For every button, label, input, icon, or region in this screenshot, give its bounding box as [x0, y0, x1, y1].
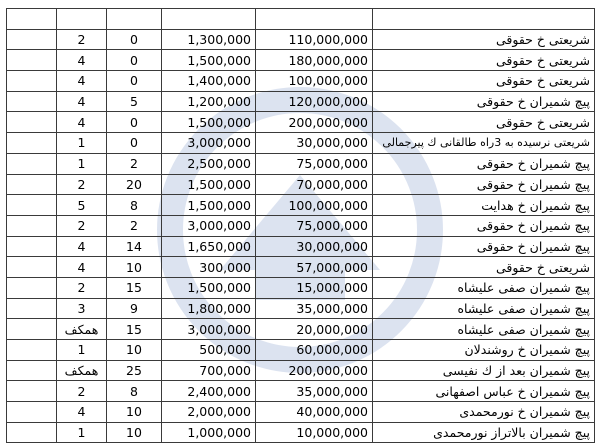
cell-building-age: 0 — [107, 112, 162, 133]
cell-floor: 2 — [57, 381, 107, 402]
cell-address: پیچ شمیران خ هدایت — [373, 195, 595, 216]
cell-floor: 2 — [57, 29, 107, 50]
cell-address: پیچ شمیران خ نورمحمدی — [373, 402, 595, 423]
cell-floor: همکف — [57, 360, 107, 381]
cell-area: 180 — [7, 319, 57, 340]
table-row — [7, 360, 595, 381]
cell-rent: 500,000 — [162, 340, 256, 361]
cell-address: پیچ شمیران خ حقوقی — [373, 236, 595, 257]
table-row — [7, 71, 595, 92]
cell-deposit: 60,000,000 — [256, 340, 373, 361]
cell-deposit: 40,000,000 — [256, 402, 373, 423]
cell-area: 97 — [7, 91, 57, 112]
table-row — [7, 236, 595, 257]
table-row — [7, 381, 595, 402]
cell-address: شریعتی نرسیده به 3راه طالقانی ك پیرجمالی — [373, 133, 595, 154]
table-row — [7, 422, 595, 443]
table-row — [7, 340, 595, 361]
cell-address: پیچ شمیران صفی علیشاه — [373, 298, 595, 319]
cell-address: پیچ شمیران خ حقوقی — [373, 153, 595, 174]
cell-building-age: 20 — [107, 174, 162, 195]
cell-building-age: 25 — [107, 360, 162, 381]
table-row — [7, 174, 595, 195]
cell-deposit: 100,000,000 — [256, 71, 373, 92]
cell-area: 100 — [7, 298, 57, 319]
header-building-age: سن بنا — [107, 9, 162, 30]
table-row — [7, 257, 595, 278]
cell-deposit: 20,000,000 — [256, 319, 373, 340]
cell-rent: 2,500,000 — [162, 153, 256, 174]
cell-deposit: 110,000,000 — [256, 29, 373, 50]
cell-floor: 2 — [57, 277, 107, 298]
cell-area: 80 — [7, 71, 57, 92]
cell-area: 112 — [7, 215, 57, 236]
cell-rent: 700,000 — [162, 360, 256, 381]
cell-building-age: 9 — [107, 298, 162, 319]
cell-floor: 4 — [57, 236, 107, 257]
cell-building-age: 2 — [107, 215, 162, 236]
cell-rent: 1,500,000 — [162, 174, 256, 195]
cell-area: 72 — [7, 174, 57, 195]
cell-rent: 1,650,000 — [162, 236, 256, 257]
cell-floor: 4 — [57, 91, 107, 112]
cell-building-age: 0 — [107, 133, 162, 154]
cell-deposit: 200,000,000 — [256, 112, 373, 133]
cell-rent: 1,800,000 — [162, 298, 256, 319]
cell-deposit: 10,000,000 — [256, 422, 373, 443]
cell-address: پیچ شمیران خ حقوقی — [373, 174, 595, 195]
cell-building-age: 0 — [107, 29, 162, 50]
cell-floor: 4 — [57, 402, 107, 423]
cell-area: 135 — [7, 112, 57, 133]
cell-building-age: 14 — [107, 236, 162, 257]
cell-deposit: 15,000,000 — [256, 277, 373, 298]
cell-rent: 2,400,000 — [162, 381, 256, 402]
cell-building-age: 10 — [107, 340, 162, 361]
cell-rent: 3,000,000 — [162, 215, 256, 236]
cell-building-age: 8 — [107, 381, 162, 402]
cell-rent: 1,400,000 — [162, 71, 256, 92]
cell-area: 135 — [7, 50, 57, 71]
cell-deposit: 35,000,000 — [256, 298, 373, 319]
cell-rent: 1,300,000 — [162, 29, 256, 50]
table-row — [7, 319, 595, 340]
cell-floor: 4 — [57, 71, 107, 92]
property-table — [6, 8, 595, 443]
cell-building-age: 8 — [107, 195, 162, 216]
cell-building-age: 5 — [107, 91, 162, 112]
cell-deposit: 35,000,000 — [256, 381, 373, 402]
cell-building-age: 10 — [107, 422, 162, 443]
cell-floor: همکف — [57, 319, 107, 340]
table-header-row — [7, 9, 595, 30]
cell-building-age: 15 — [107, 277, 162, 298]
table-row — [7, 29, 595, 50]
cell-rent: 1,500,000 — [162, 277, 256, 298]
cell-address: پیچ شمیران بعد از ك نفیسی — [373, 360, 595, 381]
cell-address: شریعتی خ حقوقی — [373, 257, 595, 278]
cell-rent: 1,500,000 — [162, 195, 256, 216]
cell-floor: 4 — [57, 112, 107, 133]
cell-deposit: 180,000,000 — [256, 50, 373, 71]
cell-floor: 1 — [57, 340, 107, 361]
cell-area: 68 — [7, 422, 57, 443]
cell-rent: 300,000 — [162, 257, 256, 278]
cell-deposit: 120,000,000 — [256, 91, 373, 112]
cell-area: 57 — [7, 402, 57, 423]
cell-floor: 1 — [57, 133, 107, 154]
cell-area: 100 — [7, 153, 57, 174]
cell-deposit: 75,000,000 — [256, 215, 373, 236]
cell-address: پیچ شمیران خ حقوقی — [373, 215, 595, 236]
cell-rent: 3,000,000 — [162, 319, 256, 340]
cell-floor: 2 — [57, 174, 107, 195]
header-deposit: مبلغ ودیعه — [256, 9, 373, 30]
header-rent: مبلغ اجاره — [162, 9, 256, 30]
cell-area: 223 — [7, 360, 57, 381]
table-row — [7, 153, 595, 174]
cell-area: 83 — [7, 381, 57, 402]
cell-area: 70 — [7, 257, 57, 278]
header-address: آدرس — [373, 9, 595, 30]
cell-building-age: 15 — [107, 319, 162, 340]
cell-address: شریعتی خ حقوقی — [373, 71, 595, 92]
cell-address: پیچ شمیران خ حقوقی — [373, 91, 595, 112]
cell-building-age: 0 — [107, 50, 162, 71]
cell-rent: 1,200,000 — [162, 91, 256, 112]
cell-building-age: 0 — [107, 71, 162, 92]
cell-deposit: 30,000,000 — [256, 133, 373, 154]
table-row — [7, 195, 595, 216]
cell-address: شریعتی خ حقوقی — [373, 112, 595, 133]
cell-building-age: 10 — [107, 402, 162, 423]
cell-deposit: 100,000,000 — [256, 195, 373, 216]
table-row — [7, 402, 595, 423]
cell-area: 85 — [7, 133, 57, 154]
cell-area: 100 — [7, 195, 57, 216]
header-area: زیربنا — [7, 9, 57, 30]
cell-address: پیچ شمیران صفی علیشاه — [373, 277, 595, 298]
cell-floor: 4 — [57, 257, 107, 278]
table-row — [7, 215, 595, 236]
cell-floor: 2 — [57, 215, 107, 236]
cell-rent: 3,000,000 — [162, 133, 256, 154]
cell-deposit: 200,000,000 — [256, 360, 373, 381]
cell-address: پیچ شمیران بالاتراز نورمحمدی — [373, 422, 595, 443]
cell-address: شریعتی خ حقوقی — [373, 50, 595, 71]
cell-floor: 5 — [57, 195, 107, 216]
cell-deposit: 57,000,000 — [256, 257, 373, 278]
cell-building-age: 10 — [107, 257, 162, 278]
cell-building-age: 2 — [107, 153, 162, 174]
table-row — [7, 277, 595, 298]
cell-address: شریعتی خ حقوقی — [373, 29, 595, 50]
cell-address: پیچ شمیران خ روشندلان — [373, 340, 595, 361]
table-row — [7, 133, 595, 154]
cell-area: 90 — [7, 277, 57, 298]
cell-area: 85 — [7, 29, 57, 50]
header-floor: طبقه — [57, 9, 107, 30]
table-row — [7, 112, 595, 133]
cell-floor: 1 — [57, 153, 107, 174]
cell-rent: 1,500,000 — [162, 50, 256, 71]
cell-area: 56 — [7, 340, 57, 361]
cell-address: پیچ شمیران خ عباس اصفهانی — [373, 381, 595, 402]
cell-deposit: 70,000,000 — [256, 174, 373, 195]
cell-floor: 4 — [57, 50, 107, 71]
table-row — [7, 50, 595, 71]
cell-deposit: 75,000,000 — [256, 153, 373, 174]
cell-address: پیچ شمیران صفی علیشاه — [373, 319, 595, 340]
table-row — [7, 298, 595, 319]
table-row — [7, 91, 595, 112]
cell-rent: 2,000,000 — [162, 402, 256, 423]
cell-rent: 1,000,000 — [162, 422, 256, 443]
cell-deposit: 30,000,000 — [256, 236, 373, 257]
cell-rent: 1,500,000 — [162, 112, 256, 133]
cell-floor: 1 — [57, 422, 107, 443]
cell-area: 55 — [7, 236, 57, 257]
cell-floor: 3 — [57, 298, 107, 319]
